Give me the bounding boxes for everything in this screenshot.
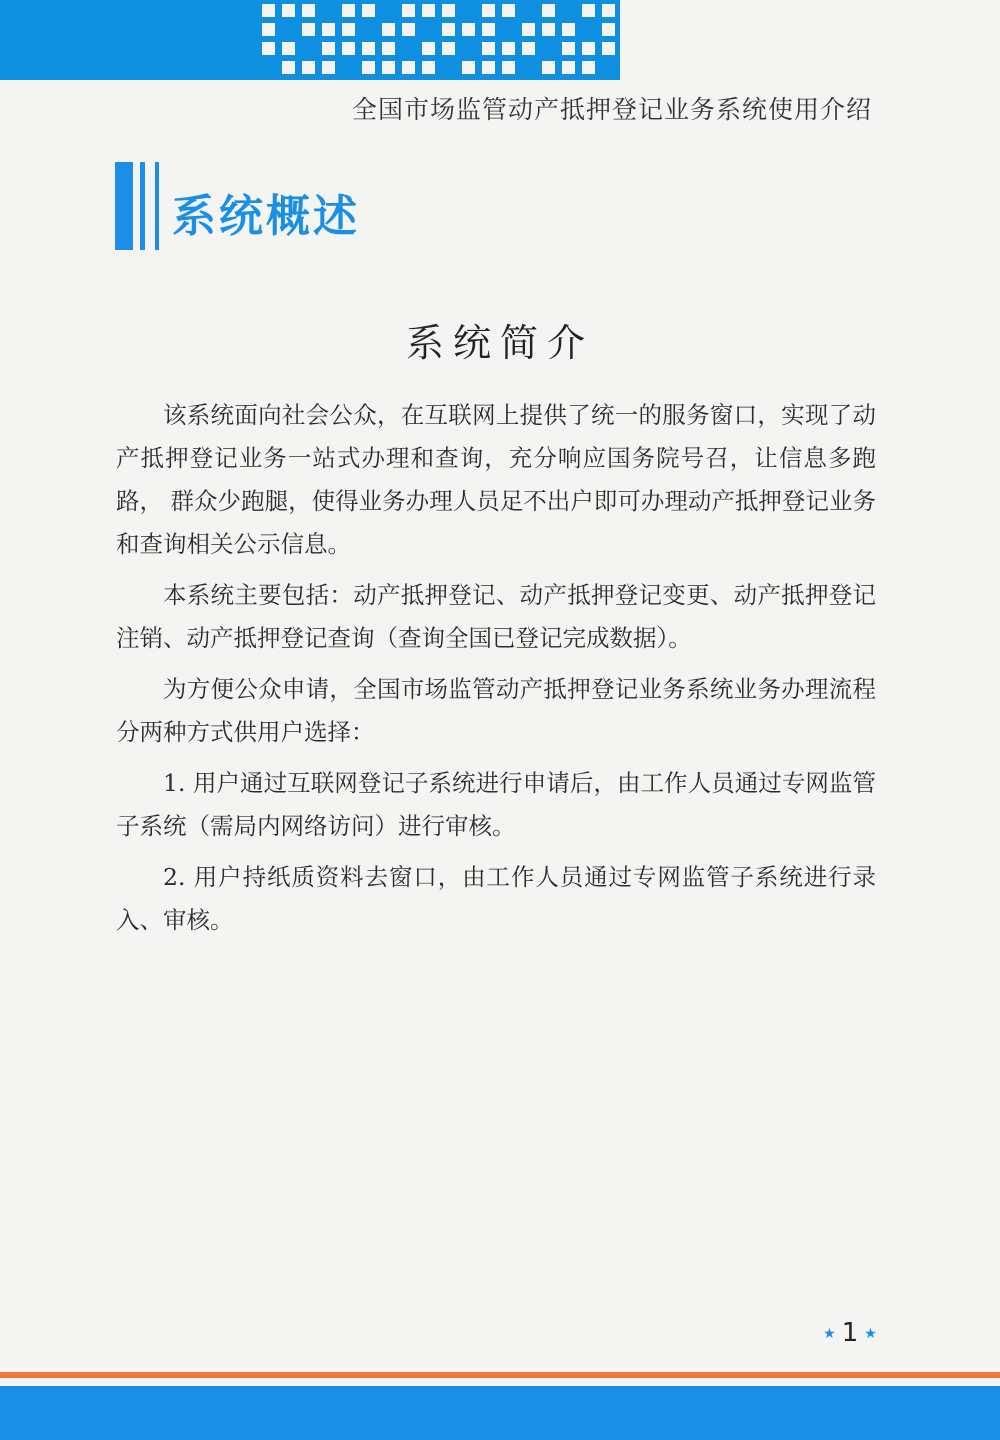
body-text bbox=[116, 394, 876, 950]
pixel-square bbox=[442, 42, 455, 55]
pixel-square bbox=[262, 23, 275, 36]
pixel-square bbox=[462, 61, 475, 74]
pixel-square bbox=[542, 61, 555, 74]
pixel-square bbox=[562, 23, 575, 36]
page-number-footer bbox=[0, 1318, 1000, 1348]
pixel-square bbox=[562, 42, 575, 55]
pixel-square bbox=[322, 23, 335, 36]
pixel-square bbox=[482, 23, 495, 36]
pixel-square bbox=[582, 4, 595, 17]
pixel-square bbox=[602, 4, 615, 17]
pixel-square bbox=[482, 4, 495, 17]
pixel-square bbox=[382, 61, 395, 74]
pixel-square bbox=[322, 42, 335, 55]
pixel-square bbox=[422, 61, 435, 74]
pixel-square bbox=[362, 4, 375, 17]
pixel-square bbox=[522, 23, 535, 36]
pixel-square bbox=[602, 23, 615, 36]
pixel-square bbox=[542, 23, 555, 36]
star-icon: ★ bbox=[864, 1325, 877, 1342]
pixel-square bbox=[342, 42, 355, 55]
pixel-square bbox=[402, 23, 415, 36]
pixel-square bbox=[262, 42, 275, 55]
pixel-square bbox=[282, 61, 295, 74]
pixel-square bbox=[302, 61, 315, 74]
pixel-square bbox=[502, 42, 515, 55]
pixel-square bbox=[422, 42, 435, 55]
pixel-square bbox=[482, 61, 495, 74]
pixel-square bbox=[602, 42, 615, 55]
pixel-square bbox=[342, 4, 355, 17]
pixel-square bbox=[322, 61, 335, 74]
paragraph: 本系统主要包括：动产抵押登记、动产抵押登记变更、动产抵押登记注销、动产抵押登记查询（查询全国已登记完成数据）。 bbox=[116, 581, 876, 652]
section-marker-bar bbox=[140, 162, 145, 250]
paragraph: 为方便公众申请，全国市场监管动产抵押登记业务系统业务办理流程分两种方式供用户选择： bbox=[116, 675, 876, 746]
pixel-square bbox=[402, 61, 415, 74]
pixel-square bbox=[482, 42, 495, 55]
pixel-square bbox=[542, 4, 555, 17]
page-number: 1 bbox=[841, 1318, 859, 1348]
section-marker-bar bbox=[155, 162, 159, 250]
section-marker-bar bbox=[115, 162, 133, 250]
pixel-square bbox=[302, 4, 315, 17]
pixel-square bbox=[382, 23, 395, 36]
pixel-square bbox=[282, 4, 295, 17]
paragraph: 1. 用户通过互联网登记子系统进行申请后，由工作人员通过专网监管子系统（需局内网络访问）进行审核。 bbox=[116, 769, 876, 840]
footer-blue-band bbox=[0, 1386, 1000, 1440]
pixel-square bbox=[582, 61, 595, 74]
pixel-square bbox=[502, 4, 515, 17]
pixel-square bbox=[362, 42, 375, 55]
footer-orange-line bbox=[0, 1372, 1000, 1378]
pixel-square bbox=[382, 42, 395, 55]
pixel-square bbox=[402, 4, 415, 17]
document-header-title: 全国市场监管动产抵押登记业务系统使用介绍 bbox=[351, 95, 872, 124]
header-pixel-pattern bbox=[250, 0, 620, 80]
pixel-square bbox=[262, 4, 275, 17]
section-title: 系统概述 bbox=[172, 191, 360, 242]
pixel-square bbox=[422, 4, 435, 17]
pixel-square bbox=[582, 42, 595, 55]
pixel-square bbox=[342, 23, 355, 36]
pixel-square bbox=[462, 23, 475, 36]
page-heading: 系统简介 bbox=[405, 321, 594, 365]
paragraph: 该系统面向社会公众，在互联网上提供了统一的服务窗口，实现了动产抵押登记业务一站式办理和查询，充分响应国务院号召，让信息多跑路， 群众少跑腿，使得业务办理人员足不出户即可办理动产抵押登记业务和查询相关公示信息。 bbox=[116, 401, 876, 558]
pixel-square bbox=[562, 61, 575, 74]
pixel-square bbox=[282, 42, 295, 55]
paragraph: 2. 用户持纸质资料去窗口，由工作人员通过专网监管子系统进行录入、审核。 bbox=[116, 863, 876, 934]
pixel-square bbox=[362, 61, 375, 74]
star-icon: ★ bbox=[823, 1325, 836, 1342]
pixel-square bbox=[302, 23, 315, 36]
header-color-band bbox=[0, 0, 250, 80]
pixel-square bbox=[522, 42, 535, 55]
pixel-square bbox=[502, 61, 515, 74]
pixel-square bbox=[442, 23, 455, 36]
pixel-square bbox=[442, 4, 455, 17]
